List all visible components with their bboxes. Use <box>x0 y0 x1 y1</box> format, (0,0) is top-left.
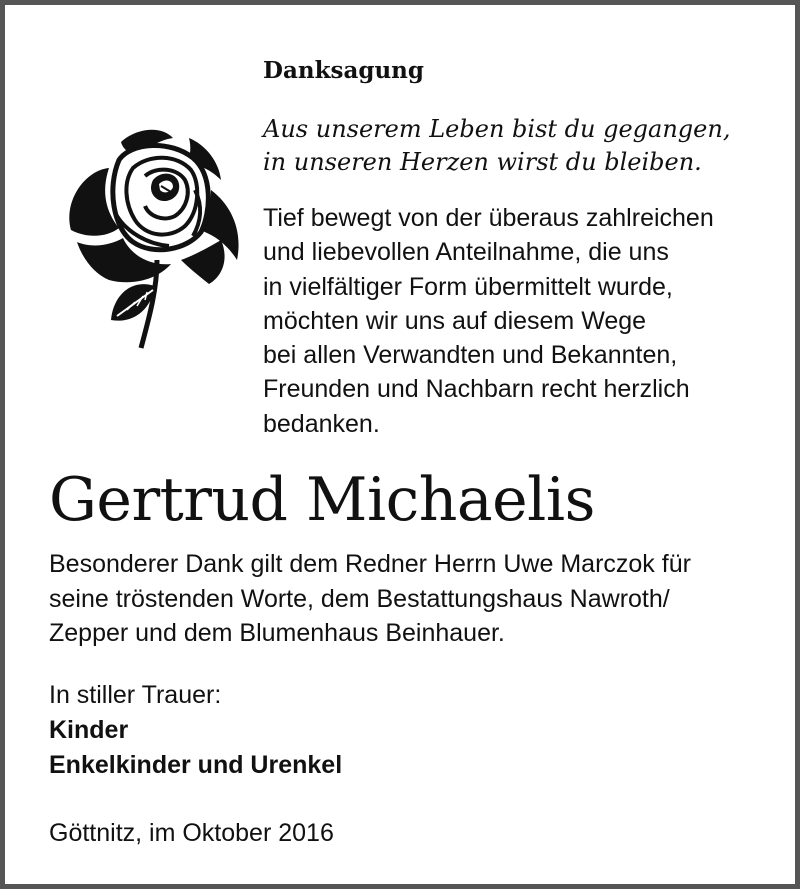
verse-line: Aus unserem Leben bist du gegangen, <box>263 115 731 143</box>
special-thanks <box>49 547 691 651</box>
thanks-text <box>263 201 714 441</box>
thanks-line: möchten wir uns auf diesem Wege <box>263 306 647 335</box>
thanks-line: Freunden und Nachbarn recht herzlich <box>263 375 690 404</box>
verse <box>263 113 730 179</box>
rose-icon <box>61 120 246 350</box>
special-thanks-line: seine tröstenden Worte, dem Bestattungshaus Nawroth/ <box>49 584 670 613</box>
thanks-line: bedanken. <box>263 409 380 438</box>
mourning-intro: In stiller Trauer: <box>49 681 222 709</box>
mourner-name: Enkelkinder und Urenkel <box>49 751 343 779</box>
place-date: Göttnitz, im Oktober 2016 <box>49 819 334 847</box>
thanks-line: bei allen Verwandten und Bekannten, <box>263 341 678 370</box>
heading: Danksagung <box>263 57 424 84</box>
thanks-line: in vielfältiger Form übermittelt wurde, <box>263 272 673 301</box>
special-thanks-line: Besonderer Dank gilt dem Redner Herrn Uwe Marczok für <box>49 550 691 578</box>
deceased-name: Gertrud Michaelis <box>49 465 595 535</box>
mourners-block <box>49 678 342 783</box>
thanks-line: Tief bewegt von der überaus zahlreichen <box>263 204 714 232</box>
verse-line: in unseren Herzen wirst du bleiben. <box>263 148 702 176</box>
special-thanks-line: Zepper und dem Blumenhaus Beinhauer. <box>49 619 505 647</box>
thanks-line: und liebevollen Anteilnahme, die uns <box>263 238 669 267</box>
mourner-name: Kinder <box>49 716 129 744</box>
